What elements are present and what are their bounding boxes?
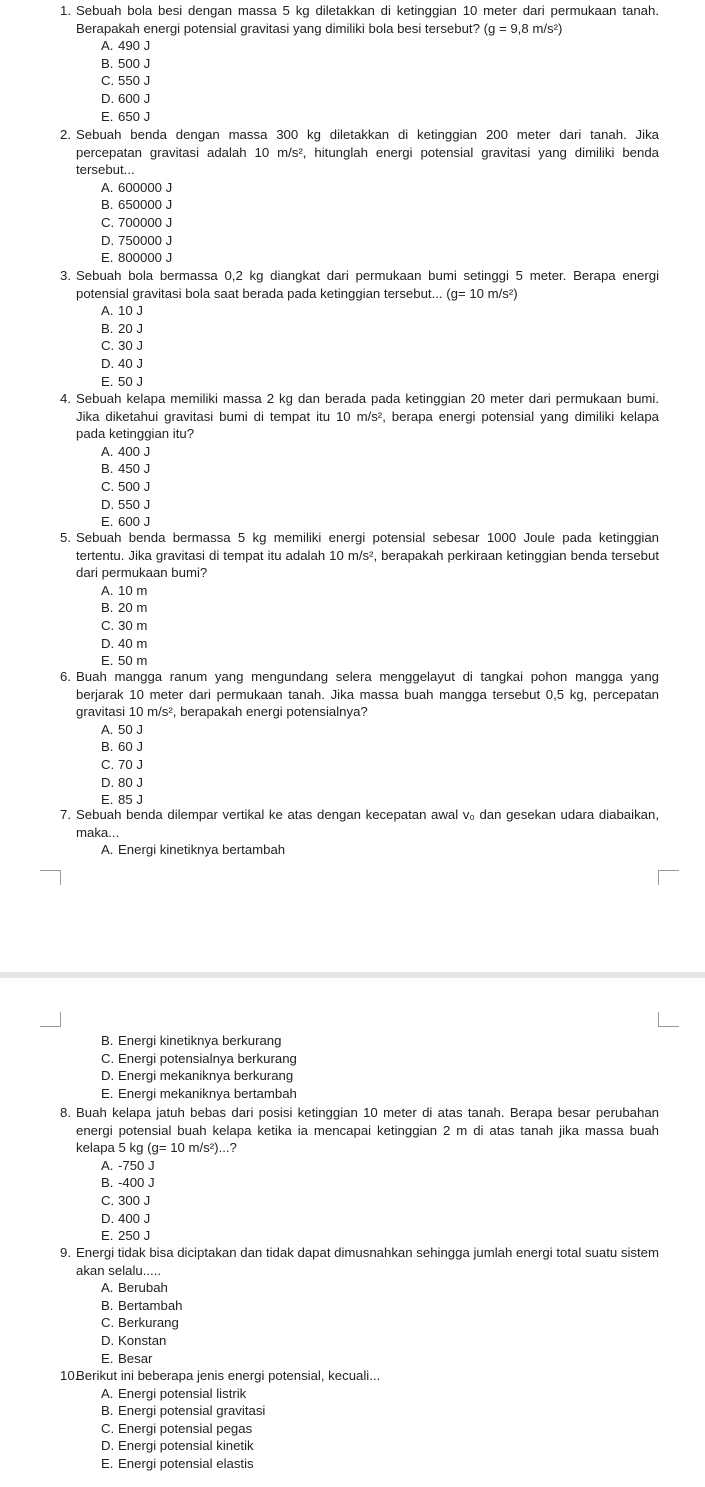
option-c[interactable]: C. 700000 J <box>101 214 173 230</box>
option-d[interactable]: D. 550 J <box>101 496 151 512</box>
question-number: 6. <box>60 669 71 684</box>
option-d[interactable]: D. Konstan <box>101 1332 167 1348</box>
option-c[interactable]: C. Energi potensial pegas <box>101 1420 253 1436</box>
option-e[interactable]: E. 50 m <box>101 653 148 669</box>
question-text: 8. Buah kelapa jatuh bebas dari posisi ketinggian 10 meter di atas tanah. Berapa besar perubahan energi potensial buah kelapa ketika ia mencapai ketinggian 2 m di atas tanah jika massa buah kelapa 5 kg (g= 10 m/s²)...? <box>60 1105 659 1156</box>
page-corner-mark <box>658 870 679 885</box>
question-number: 10. <box>60 1368 79 1383</box>
question-text: 6. Buah mangga ranum yang mengundang selera menggelayut di tangkai pohon mangga yang berjarak 10 meter dari permukaan tanah. Jika massa buah mangga tersebut 0,5 kg, percepatan gravitasi 10 m/s², berapakah energi potensialnya? <box>60 669 659 720</box>
question-text: 3. Sebuah bola bermassa 0,2 kg diangkat dari permukaan bumi setinggi 5 meter. Berapa energi potensial gravitasi bola saat berada pada ketinggian tersebut... (g= 10 m/s²) <box>60 268 659 301</box>
option-d[interactable]: D. Energi mekaniknya berkurang <box>101 1068 294 1084</box>
answer-options <box>0 179 705 267</box>
option-e[interactable]: E. 250 J <box>101 1228 151 1244</box>
answer-options <box>0 1385 705 1473</box>
question-7-continued <box>0 1032 705 1102</box>
question-text: 7. Sebuah benda dilempar vertikal ke atas dengan kecepatan awal v₀ dan gesekan udara diabaikan, maka... <box>60 807 659 840</box>
question-number: 7. <box>60 807 71 822</box>
option-a[interactable]: A. 10 m <box>101 582 148 598</box>
question-9 <box>0 1244 705 1367</box>
question-1 <box>0 2 705 125</box>
answer-options <box>0 721 705 809</box>
answer-options <box>0 841 705 859</box>
option-e[interactable]: E. Energi potensial elastis <box>101 1455 254 1471</box>
question-text: 10. Berikut ini beberapa jenis energi potensial, kecuali... <box>60 1368 381 1383</box>
question-8 <box>0 1104 705 1245</box>
option-a[interactable]: A. 400 J <box>101 443 151 459</box>
option-a[interactable]: A. 600000 J <box>101 179 173 195</box>
answer-options <box>0 302 705 390</box>
option-c[interactable]: C. 550 J <box>101 73 151 89</box>
question-number: 2. <box>60 127 71 142</box>
question-text: 4. Sebuah kelapa memiliki massa 2 kg dan berada pada ketinggian 20 meter dari permukaan bumi. Jika diketahui gravitasi bumi di tempat itu 10 m/s², berapa energi potensial yang dimiliki kelapa pada ketinggian itu? <box>60 391 659 442</box>
question-2 <box>0 126 705 267</box>
option-b[interactable]: B. 20 J <box>101 320 143 336</box>
option-e[interactable]: E. 600 J <box>101 514 151 530</box>
option-b[interactable]: B. 20 m <box>101 600 148 616</box>
option-c[interactable]: C. 500 J <box>101 478 151 494</box>
page-corner-mark <box>40 1012 61 1027</box>
option-a[interactable]: A. -750 J <box>101 1157 155 1173</box>
option-b[interactable]: B. Energi potensial gravitasi <box>101 1403 266 1419</box>
answer-options <box>0 1279 705 1367</box>
question-number: 8. <box>60 1105 71 1120</box>
option-c[interactable]: C. 300 J <box>101 1192 151 1208</box>
answer-options <box>0 37 705 125</box>
question-text: 9. Energi tidak bisa diciptakan dan tidak dapat dimusnahkan sehingga jumlah energi total suatu sistem akan selalu..... <box>60 1245 659 1278</box>
answer-options <box>0 1157 705 1245</box>
page-corner-mark <box>40 870 61 885</box>
option-c[interactable]: C. 70 J <box>101 756 143 772</box>
question-5 <box>0 529 705 670</box>
question-3 <box>0 267 705 390</box>
option-b[interactable]: B. Bertambah <box>101 1297 183 1313</box>
option-d[interactable]: D. 400 J <box>101 1210 151 1226</box>
option-b[interactable]: B. 60 J <box>101 739 143 755</box>
option-a[interactable]: A. 490 J <box>101 38 151 54</box>
question-number: 4. <box>60 391 71 406</box>
question-number: 5. <box>60 530 71 545</box>
option-c[interactable]: C. 30 m <box>101 617 148 633</box>
page-corner-mark <box>658 1012 679 1027</box>
question-number: 9. <box>60 1245 71 1260</box>
option-e[interactable]: E. Besar <box>101 1350 153 1366</box>
question-7 <box>0 806 705 859</box>
option-d[interactable]: D. 80 J <box>101 774 143 790</box>
page-break-divider <box>0 972 705 978</box>
option-a[interactable]: A. 10 J <box>101 303 143 319</box>
option-e[interactable]: E. 85 J <box>101 792 143 808</box>
option-c[interactable]: C. Energi potensialnya berkurang <box>101 1050 297 1066</box>
option-d[interactable]: D. 750000 J <box>101 232 173 248</box>
option-e[interactable]: E. 50 J <box>101 373 143 389</box>
option-c[interactable]: C. Berkurang <box>101 1315 179 1331</box>
option-b[interactable]: B. -400 J <box>101 1175 155 1191</box>
option-e[interactable]: E. 650 J <box>101 108 151 124</box>
question-10 <box>0 1367 705 1473</box>
option-a[interactable]: A. 50 J <box>101 721 143 737</box>
option-d[interactable]: D. 600 J <box>101 90 151 106</box>
question-number: 3. <box>60 268 71 283</box>
option-a[interactable]: A. Berubah <box>101 1280 168 1296</box>
question-4 <box>0 390 705 531</box>
option-e[interactable]: E. Energi mekaniknya bertambah <box>101 1085 297 1101</box>
question-text: 1. Sebuah bola besi dengan massa 5 kg diletakkan di ketinggian 10 meter dari permukaan tanah. Berapakah energi potensial gravitasi yang dimiliki bola besi tersebut? (g = 9,8 m/s²) <box>60 3 659 36</box>
option-b[interactable]: B. 650000 J <box>101 197 173 213</box>
option-b[interactable]: B. 500 J <box>101 55 151 71</box>
option-b[interactable]: B. Energi kinetiknya berkurang <box>101 1033 282 1048</box>
option-d[interactable]: D. Energi potensial kinetik <box>101 1438 254 1454</box>
option-a[interactable]: A. Energi kinetiknya bertambah <box>101 842 286 858</box>
answer-options <box>0 582 705 670</box>
option-c[interactable]: C. 30 J <box>101 338 143 354</box>
question-6 <box>0 668 705 809</box>
option-b[interactable]: B. 450 J <box>101 461 151 477</box>
option-e[interactable]: E. 800000 J <box>101 250 173 266</box>
option-d[interactable]: D. 40 m <box>101 635 148 651</box>
option-d[interactable]: D. 40 J <box>101 355 143 371</box>
option-a[interactable]: A. Energi potensial listrik <box>101 1385 247 1401</box>
question-text: 2. Sebuah benda dengan massa 300 kg diletakkan di ketinggian 200 meter dari tanah. Jika percepatan gravitasi adalah 10 m/s², hitunglah energi potensial gravitasi yang dimiliki benda tersebut... <box>60 127 659 178</box>
answer-options <box>0 1032 705 1102</box>
answer-options <box>0 443 705 531</box>
question-number: 1. <box>60 3 71 18</box>
question-text: 5. Sebuah benda bermassa 5 kg memiliki energi potensial sebesar 1000 Joule pada ketinggian tertentu. Jika gravitasi di tempat itu adalah 10 m/s², berapakah perkiraan ketinggian benda tersebut dari permukaan bumi? <box>60 530 659 581</box>
